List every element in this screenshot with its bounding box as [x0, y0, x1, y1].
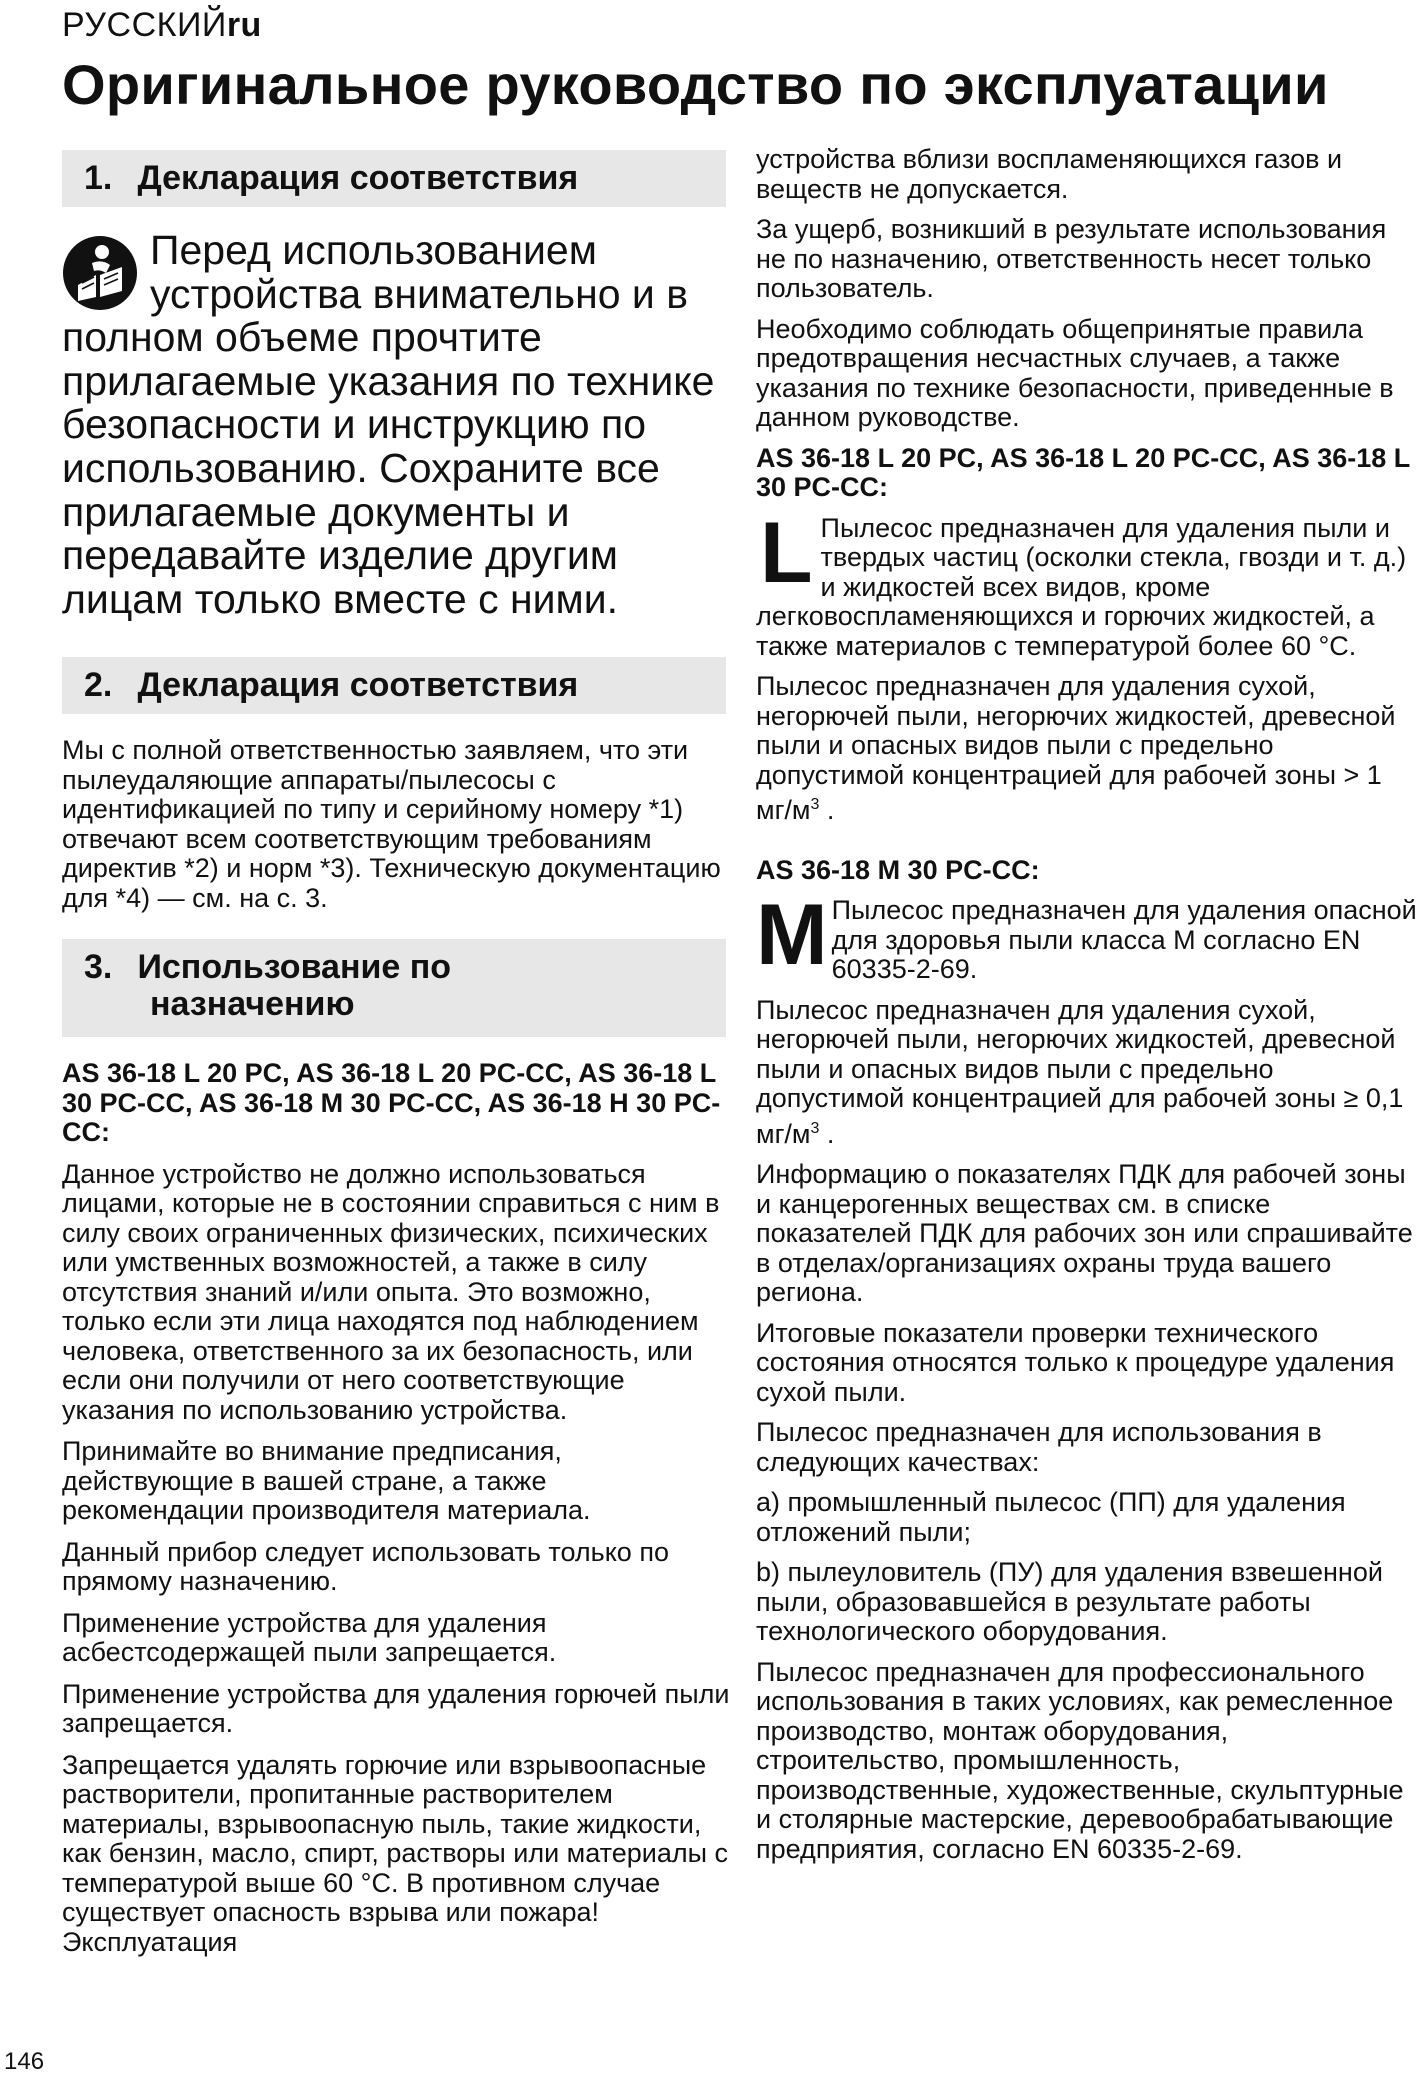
section-1-heading	[62, 150, 726, 207]
usage-paragraph: Принимайте во внимание предписания, действующие в вашей стране, а также рекомендации производителя материала.	[62, 1436, 591, 1526]
list-item-a: a) промышленный пылесос (ПП) для удаления отложений пыли;	[756, 1487, 1346, 1547]
damage-paragraph: За ущерб, возникший в результате использования не по назначению, ответственность несет только пользователь.	[756, 214, 1387, 303]
unit-superscript: 3	[810, 1119, 820, 1137]
language-label	[62, 6, 262, 45]
usage-paragraph: Запрещается удалять горючие или взрывоопасные растворители, пропитанные растворителем материалы, взрывоопасную пыль, такие жидкости, как бензин, масло, спирт, растворы или материалы с температурой выше 60 °C. В противном случае существует опасность взрыва или пожара! Эксплуатация	[62, 1749, 728, 1957]
usage-paragraph: Применение устройства для удаления горючей пыли запрещается.	[62, 1678, 730, 1739]
dust-class-l-icon: L	[760, 513, 813, 601]
section-2-number: 2.	[84, 666, 113, 705]
continuation-paragraph: устройства вблизи воспламеняющихся газов и веществ не допускается.	[756, 144, 1343, 204]
class-l-dry-end: .	[819, 795, 835, 825]
section-2-heading	[62, 657, 726, 714]
section-1-title: Декларация соответствия	[137, 159, 579, 197]
class-m-dry-body: Пылесос предназначен для удаления сухой, негорючей пыли, негорючих жидкостей, древесной пыли и опасных видов пыли с предельно допустимой концентрацией для рабочей зоны ≥ 0,1 мг/м	[756, 994, 1404, 1149]
left-column	[62, 150, 732, 1969]
section-2-title: Декларация соответствия	[137, 666, 579, 705]
class-l-dry-text	[756, 672, 1421, 826]
usage-paragraph: Применение устройства для удаления асбестсодержащей пыли запрещается.	[62, 1607, 557, 1668]
class-l-block	[756, 514, 1421, 673]
rules-paragraph: Необходимо соблюдать общепринятые правила предотвращения несчастных случаев, а также указания по технике безопасности, приведенные в данном руководстве.	[756, 313, 1394, 432]
section-3-title-line1: Использование по	[137, 948, 452, 987]
test-paragraph: Итоговые показатели проверки технического состояния относятся только к процедуре удаления сухой пыли.	[756, 1317, 1395, 1407]
class-l-dry-body: Пылесос предназначен для удаления сухой, негорючей пыли, негорючих жидкостей, древесной пыли и опасных видов пыли с предельно допустимой концентрацией для рабочей зоны > 1 мг/м	[756, 671, 1396, 825]
document-title: Оригинальное руководство по эксплуатации	[62, 53, 1329, 116]
unit-superscript: 3	[810, 796, 820, 813]
class-m-text: Пылесос предназначен для удаления опасной для здоровья пыли класса M согласно EN 60335-2-69.	[831, 896, 1417, 984]
section-1-number: 1.	[84, 159, 113, 197]
usage-paragraph: Данный прибор следует использовать только по прямому назначению.	[62, 1536, 669, 1597]
usage-paragraph: Данное устройство не должно использоваться лицами, которые не в состоянии справиться с ним в силу своих ограниченных физических, психических или умственных возможностей, а также в силу отсутствия знаний и/или опыта. Это возможно, только если эти лица находятся под наблюдением человека, ответственного за их безопасность, или если они получили от него соответствующие указания по использованию устройства.	[62, 1158, 720, 1425]
professional-use-paragraph: Пылесос предназначен для профессионального использования в таких условиях, как ремесленное производство, монтаж оборудования, строительство, промышленность, производственные, художественные, скульптурные и столярные мастерские, деревообрабатывающие предприятия, согласно EN 60335-2-69.	[756, 1656, 1404, 1864]
dust-class-m-icon: M	[756, 896, 828, 983]
declaration-text: Мы с полной ответственностью заявляем, что эти пылеудаляющие аппараты/пылесосы с идентификацией по типу и серийному номеру *1) отвечают всем соответствующим требованиям директив *2) и норм *3). Техническую документацию для *4) — см. на с. 3.	[62, 735, 721, 913]
model-list-m: AS 36-18 M 30 PC-CC:	[756, 854, 1040, 885]
read-manual-icon	[62, 235, 138, 311]
language-code: ru	[226, 6, 262, 44]
safety-intro	[62, 229, 732, 621]
right-column	[756, 145, 1421, 1875]
language-name: РУССКИЙ	[62, 6, 227, 44]
class-m-dry-end: .	[819, 1118, 835, 1149]
class-l-text: Пылесос предназначен для удаления пыли и твердых частиц (осколки стекла, гвозди и т. д.) и жидкостей всех видов, кроме легковоспламеняющихся и горючих жидкостей, а также материалов с температурой более 60 °C.	[756, 513, 1407, 661]
section-3-title-line2: назначению	[150, 985, 355, 1024]
list-item-b: b) пылеуловитель (ПУ) для удаления взвешенной пыли, образовавшейся в результате работы технологического оборудования.	[756, 1557, 1383, 1646]
pdk-paragraph: Информацию о показателях ПДК для рабочей зоны и канцерогенных веществах см. в списке показателей ПДК для рабочих зон или спрашивайте в отделах/организациях охраны труда вашего региона.	[756, 1159, 1413, 1307]
model-list-all: AS 36-18 L 20 PC, AS 36-18 L 20 PC-CC, AS 36-18 L 30 PC-CC, AS 36-18 M 30 PC-CC, AS 36-18 H 30 PC-CC:	[62, 1058, 721, 1148]
section-3-heading	[62, 939, 726, 1037]
class-m-block	[756, 896, 1421, 996]
model-list-l: AS 36-18 L 20 PC, AS 36-18 L 20 PC-CC, AS 36-18 L 30 PC-CC:	[756, 442, 1410, 502]
class-m-dry-text	[756, 996, 1421, 1150]
page-number: 146	[4, 2048, 45, 2075]
section-3-number: 3.	[84, 948, 113, 987]
quality-paragraph: Пылесос предназначен для использования в следующих качествах:	[756, 1417, 1322, 1477]
safety-intro-text: Перед использованием устройства внимательно и в полном объеме прочтите прилагаемые указания по технике безопасности и инструкцию по использованию. Сохраните все прилагаемые документы и передавайте изделие другим лицам только вместе с ними.	[62, 227, 715, 622]
